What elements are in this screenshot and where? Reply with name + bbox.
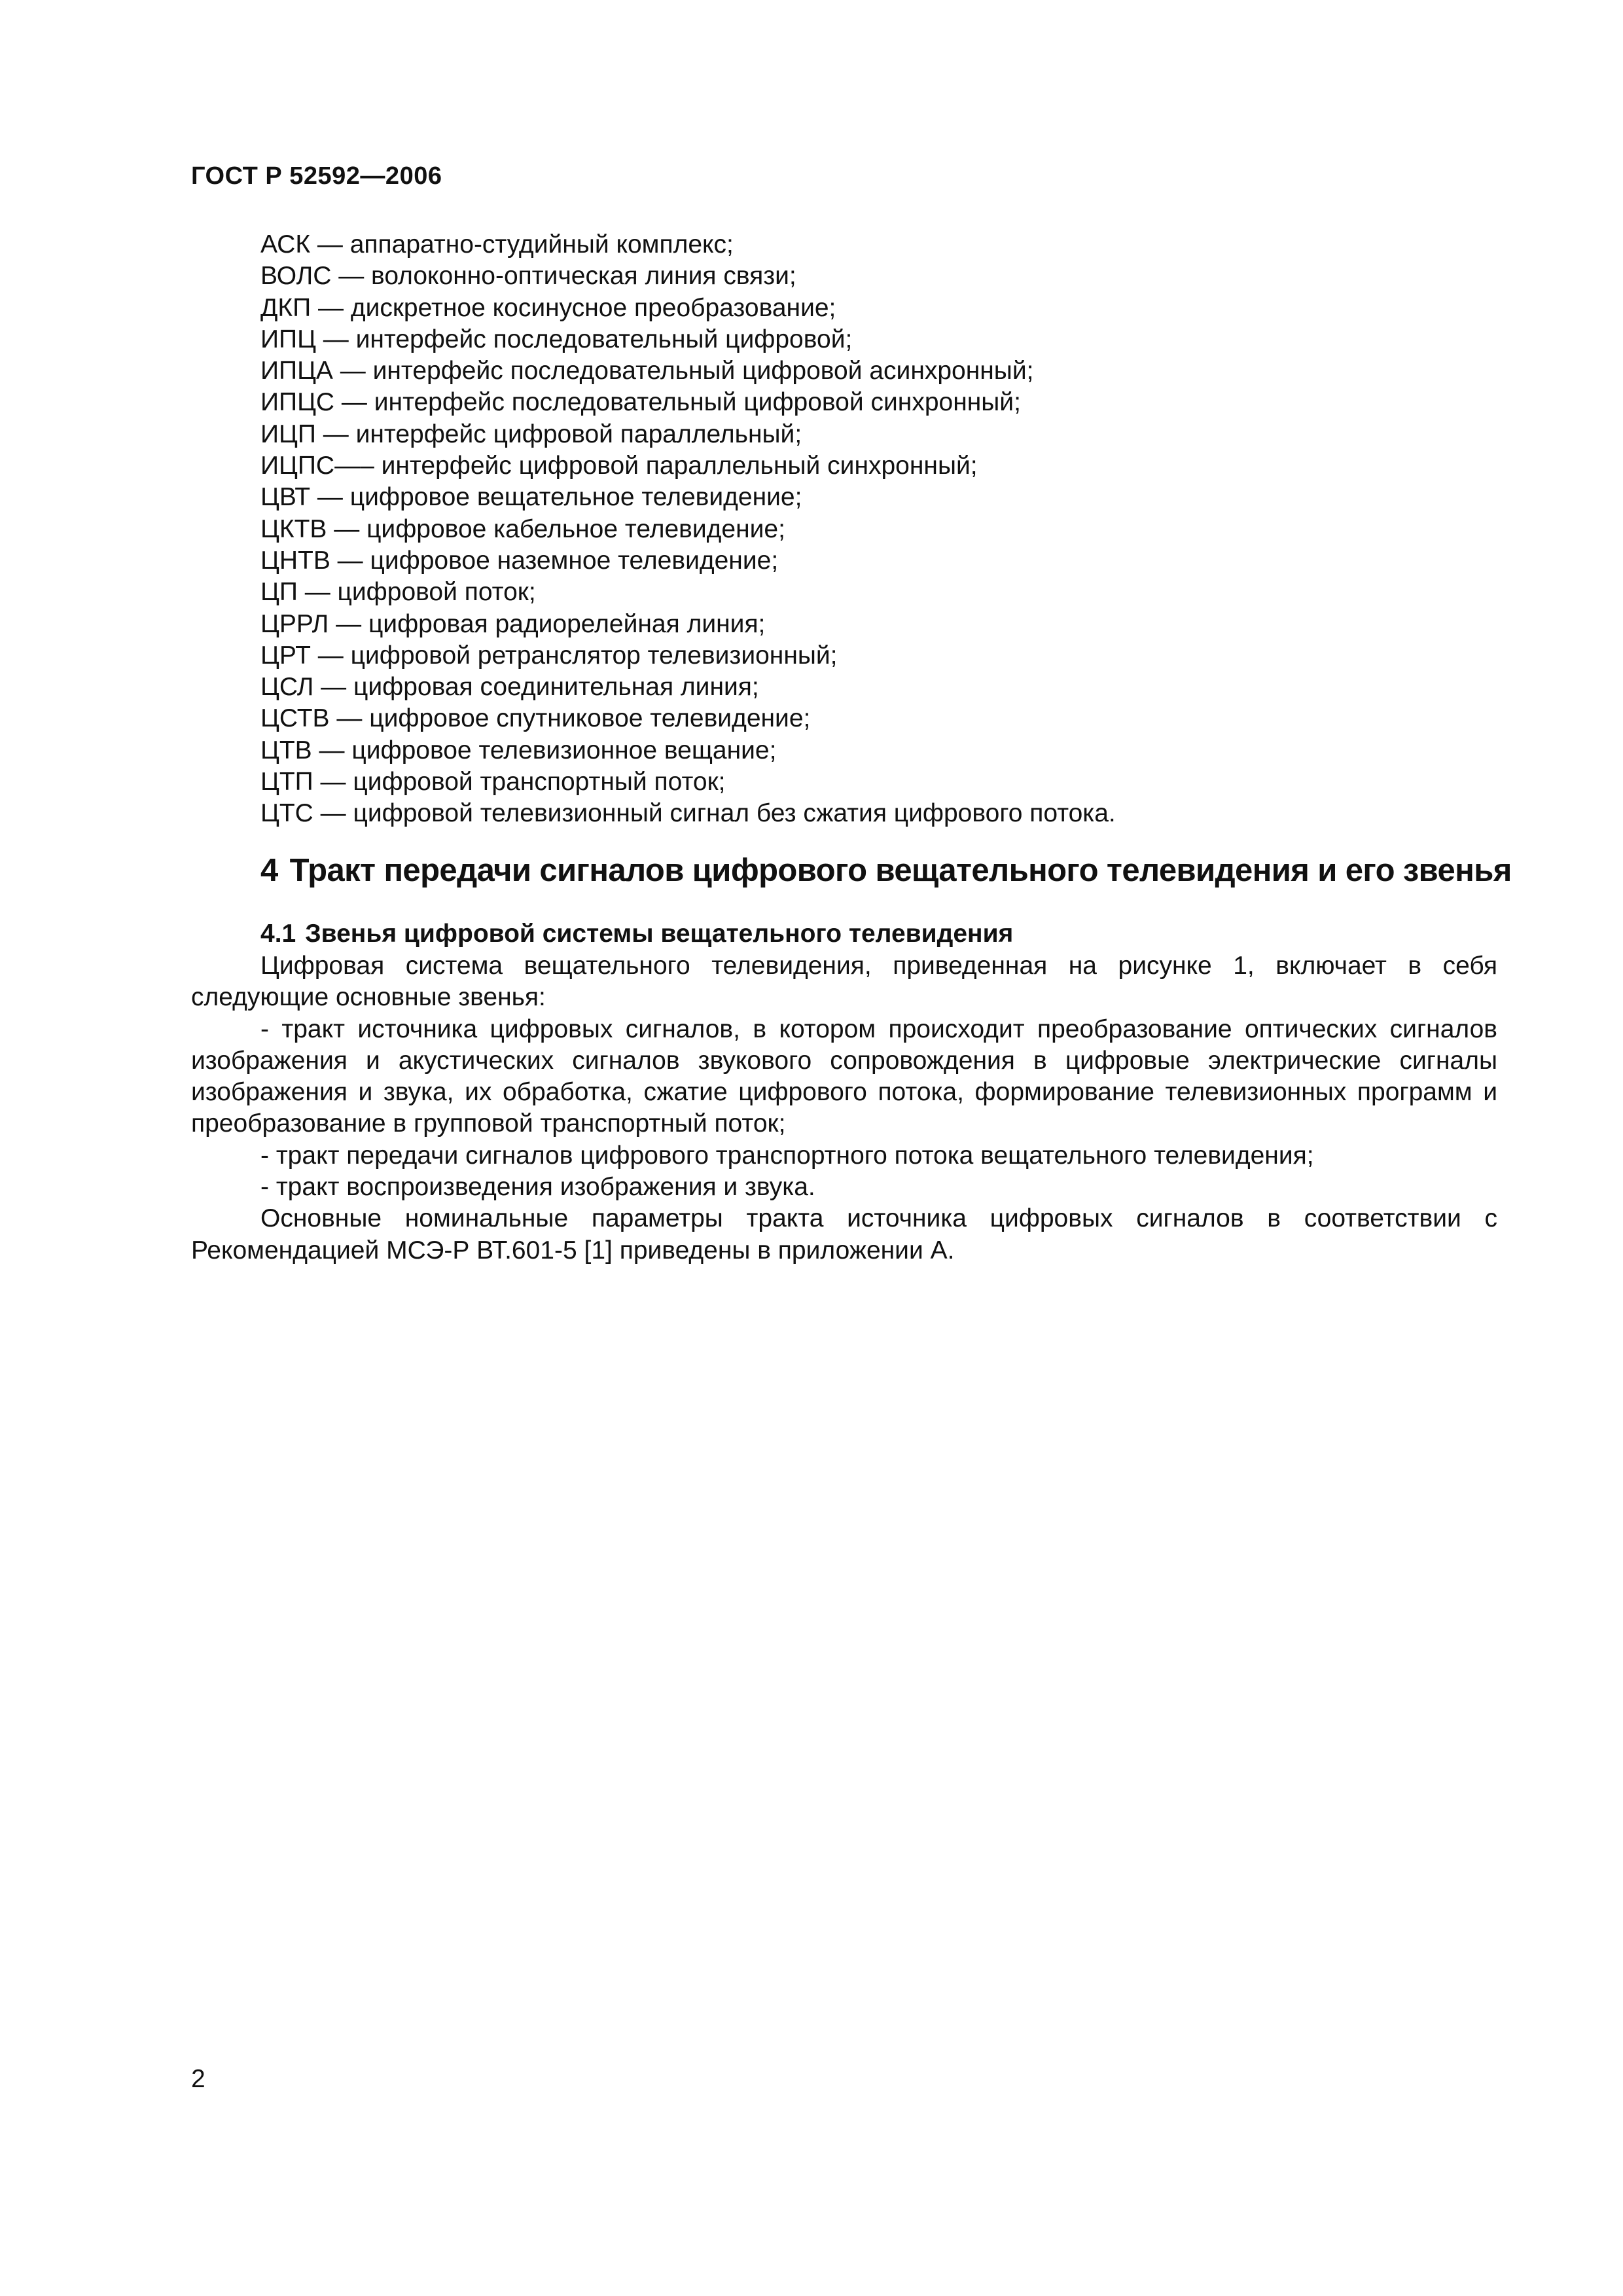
abbreviation-item: ЦНТВ — цифровое наземное телевидение;: [260, 546, 779, 575]
page-number: 2: [191, 2065, 205, 2093]
section-number: 4: [260, 853, 278, 888]
abbreviation-item: ВОЛС — волоконно-оптическая линия связи;: [260, 262, 796, 291]
section-heading: [260, 851, 1512, 890]
abbreviation-item: ИПЦА — интерфейс последовательный цифровой асинхронный;: [260, 357, 1034, 386]
subsection-heading: [260, 918, 1013, 950]
paragraph: - тракт источника цифровых сигналов, в котором происходит преобразование оптических сигналов изображения и акустических сигналов звукового сопровождения в цифровые электрические сигналы изображения и звука, их обработка, сжатие цифрового потока, формирование телевизионных программ и преобразование в групповой транспортный поток;: [191, 1014, 1497, 1138]
subsection-title: Звенья цифровой системы вещательного телевидения: [305, 920, 1014, 948]
abbreviation-item: ЦП — цифровой поток;: [260, 578, 536, 607]
abbreviation-item: АСК — аппаратно-студийный комплекс;: [260, 230, 734, 259]
abbreviation-item: ИПЦС — интерфейс последовательный цифровой синхронный;: [260, 388, 1021, 417]
abbreviation-item: ЦВТ — цифровое вещательное телевидение;: [260, 483, 802, 512]
abbreviation-item: ИПЦ — интерфейс последовательный цифровой;: [260, 325, 853, 353]
abbreviation-item: ИЦПС—– интерфейс цифровой параллельный синхронный;: [260, 452, 978, 480]
paragraph: - тракт воспроизведения изображения и звука.: [260, 1173, 815, 1202]
abbreviation-item: ЦКТВ — цифровое кабельное телевидение;: [260, 514, 785, 543]
document-code: ГОСТ Р 52592—2006: [191, 162, 442, 190]
abbreviation-item: ЦТП — цифровой транспортный поток;: [260, 768, 726, 797]
paragraph: Основные номинальные параметры тракта источника цифровых сигналов в соответствии с Рекомендацией МСЭ-Р ВТ.601-5 [1] приведены в приложении А.: [191, 1204, 1497, 1265]
abbreviation-item: ЦТС — цифровой телевизионный сигнал без сжатия цифрового потока.: [260, 799, 1116, 828]
paragraph: Цифровая система вещательного телевидения, приведенная на рисунке 1, включает в себя следующие основные звенья:: [191, 952, 1497, 1012]
abbreviation-item: ЦРРЛ — цифровая радиорелейная линия;: [260, 609, 766, 638]
abbreviation-list: [260, 229, 1116, 830]
abbreviation-item: ЦТВ — цифровое телевизионное вещание;: [260, 736, 777, 764]
abbreviation-item: ЦРТ — цифровой ретранслятор телевизионный;: [260, 641, 838, 670]
section-title: Тракт передачи сигналов цифрового вещательного телевидения и его звенья: [289, 853, 1512, 888]
abbreviation-item: ИЦП — интерфейс цифровой параллельный;: [260, 420, 802, 448]
abbreviation-item: ЦСЛ — цифровая соединительная линия;: [260, 673, 759, 702]
subsection-number: 4.1: [260, 920, 296, 948]
body-text: [191, 950, 1497, 1266]
abbreviation-item: ЦСТВ — цифровое спутниковое телевидение;: [260, 704, 811, 733]
paragraph: - тракт передачи сигналов цифрового транспортного потока вещательного телевидения;: [260, 1141, 1314, 1170]
abbreviation-item: ДКП — дискретное косинусное преобразование;: [260, 293, 836, 322]
